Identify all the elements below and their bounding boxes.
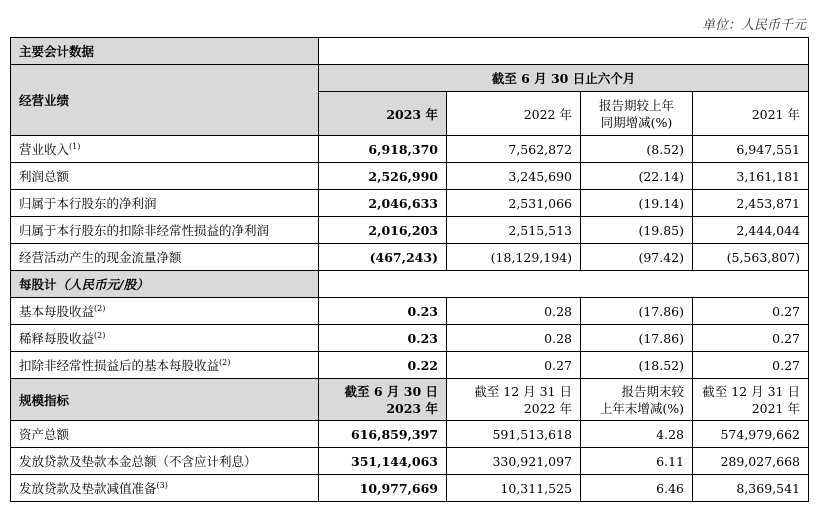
footnote-marker: (3) [156, 480, 168, 490]
cell-2022: (18,129,194) [447, 244, 581, 271]
cell-change: (97.42) [581, 244, 693, 271]
table-row [11, 217, 809, 244]
cell-2023: 0.23 [319, 298, 447, 325]
col-change [581, 92, 693, 136]
cell-2023: 0.22 [319, 352, 447, 379]
col-change-line1: 报告期较上年 [598, 97, 674, 113]
cell-2021: 0.27 [693, 298, 809, 325]
table-row [11, 136, 809, 163]
cell-change: (19.14) [581, 190, 693, 217]
table-row [11, 325, 809, 352]
cell-2022: 7,562,872 [447, 136, 581, 163]
cell-change: (18.52) [581, 352, 693, 379]
cell-2021: 3,161,181 [693, 163, 809, 190]
row-label: 利润总额 [11, 163, 319, 190]
cell-2022: 591,513,618 [447, 421, 581, 448]
row-label: 营业收入$^{(1)}$ [11, 136, 319, 163]
cell-2022: 0.28 [447, 298, 581, 325]
table-title-row [11, 38, 809, 65]
cell-2023: 10,977,669 [319, 475, 447, 502]
row-label: 发放贷款及垫款本金总额（不含应计利息） [11, 448, 319, 475]
cell-2022: 2,515,513 [447, 217, 581, 244]
table-row [11, 448, 809, 475]
table-row [11, 244, 809, 271]
unit-label: 单位：人民币千元 [701, 18, 806, 33]
cell-2022: 3,245,690 [447, 163, 581, 190]
scale-col-change: 报告期末较 上年末增减(%) [581, 379, 693, 421]
cell-2021: 289,027,668 [693, 448, 809, 475]
row-label: 归属于本行股东的扣除非经常性损益的净利润 [11, 217, 319, 244]
table-row [11, 421, 809, 448]
cell-2021: 0.27 [693, 352, 809, 379]
main-title: 主要会计数据 [11, 38, 319, 65]
cell-2022: 330,921,097 [447, 448, 581, 475]
ops-header-row [11, 65, 809, 92]
row-label: 基本每股收益$^{(2)}$ [11, 298, 319, 325]
col-2023: 2023 年 [319, 92, 447, 136]
cell-2021: 8,369,541 [693, 475, 809, 502]
cell-change: (19.85) [581, 217, 693, 244]
cell-change: 4.28 [581, 421, 693, 448]
cell-change: 6.11 [581, 448, 693, 475]
cell-2023: 0.23 [319, 325, 447, 352]
cell-2021: 574,979,662 [693, 421, 809, 448]
row-label: 稀释每股收益$^{(2)}$ [11, 325, 319, 352]
cell-2022: 0.27 [447, 352, 581, 379]
table-row [11, 298, 809, 325]
scale-section-title: 规模指标 [11, 379, 319, 421]
table-row [11, 190, 809, 217]
table-row [11, 163, 809, 190]
scale-col-2021: 截至 12 月 31 日 2021 年 [693, 379, 809, 421]
cell-2023: 6,918,370 [319, 136, 447, 163]
cell-2023: (467,243) [319, 244, 447, 271]
cell-change: (22.14) [581, 163, 693, 190]
row-label: 发放贷款及垫款减值准备$^{(3)}$ [11, 475, 319, 502]
cell-2022: 0.28 [447, 325, 581, 352]
cell-change: (17.86) [581, 298, 693, 325]
ops-section-title: 经营业绩 [11, 65, 319, 136]
footnote-marker: (2) [94, 330, 106, 340]
footnote-marker: (2) [219, 357, 231, 367]
table-row [11, 352, 809, 379]
cell-2023: 351,144,063 [319, 448, 447, 475]
table-row [11, 475, 809, 502]
row-label: 归属于本行股东的净利润 [11, 190, 319, 217]
eps-unit: （人民币元/股） [56, 277, 149, 292]
cell-2021: 2,453,871 [693, 190, 809, 217]
col-2022: 2022 年 [447, 92, 581, 136]
cell-2021: (5,563,807) [693, 244, 809, 271]
scale-col-2022: 截至 12 月 31 日 2022 年 [447, 379, 581, 421]
cell-2023: 616,859,397 [319, 421, 447, 448]
footnote-marker: (1) [69, 141, 81, 151]
scale-col-2023: 截至 6 月 30 日 2023 年 [319, 379, 447, 421]
footnote-marker: (2) [94, 303, 106, 313]
col-change-line2: 同期增减(%) [600, 114, 673, 130]
period-header: 截至 6 月 30 日止六个月 [319, 65, 809, 92]
row-label: 资产总额 [11, 421, 319, 448]
cell-change: (17.86) [581, 325, 693, 352]
cell-2023: 2,046,633 [319, 190, 447, 217]
cell-change: (8.52) [581, 136, 693, 163]
cell-change: 6.46 [581, 475, 693, 502]
cell-2023: 2,016,203 [319, 217, 447, 244]
cell-2021: 0.27 [693, 325, 809, 352]
row-label: 经营活动产生的现金流量净额 [11, 244, 319, 271]
financial-data-table [10, 37, 809, 502]
eps-section-row [11, 271, 809, 298]
cell-2023: 2,526,990 [319, 163, 447, 190]
eps-section-title: 每股计（人民币元/股） [11, 271, 319, 298]
cell-2022: 2,531,066 [447, 190, 581, 217]
scale-header-row [11, 379, 809, 421]
row-label: 扣除非经常性损益后的基本每股收益$^{(2)}$ [11, 352, 319, 379]
col-2021: 2021 年 [693, 92, 809, 136]
cell-2021: 2,444,044 [693, 217, 809, 244]
cell-2021: 6,947,551 [693, 136, 809, 163]
cell-2022: 10,311,525 [447, 475, 581, 502]
